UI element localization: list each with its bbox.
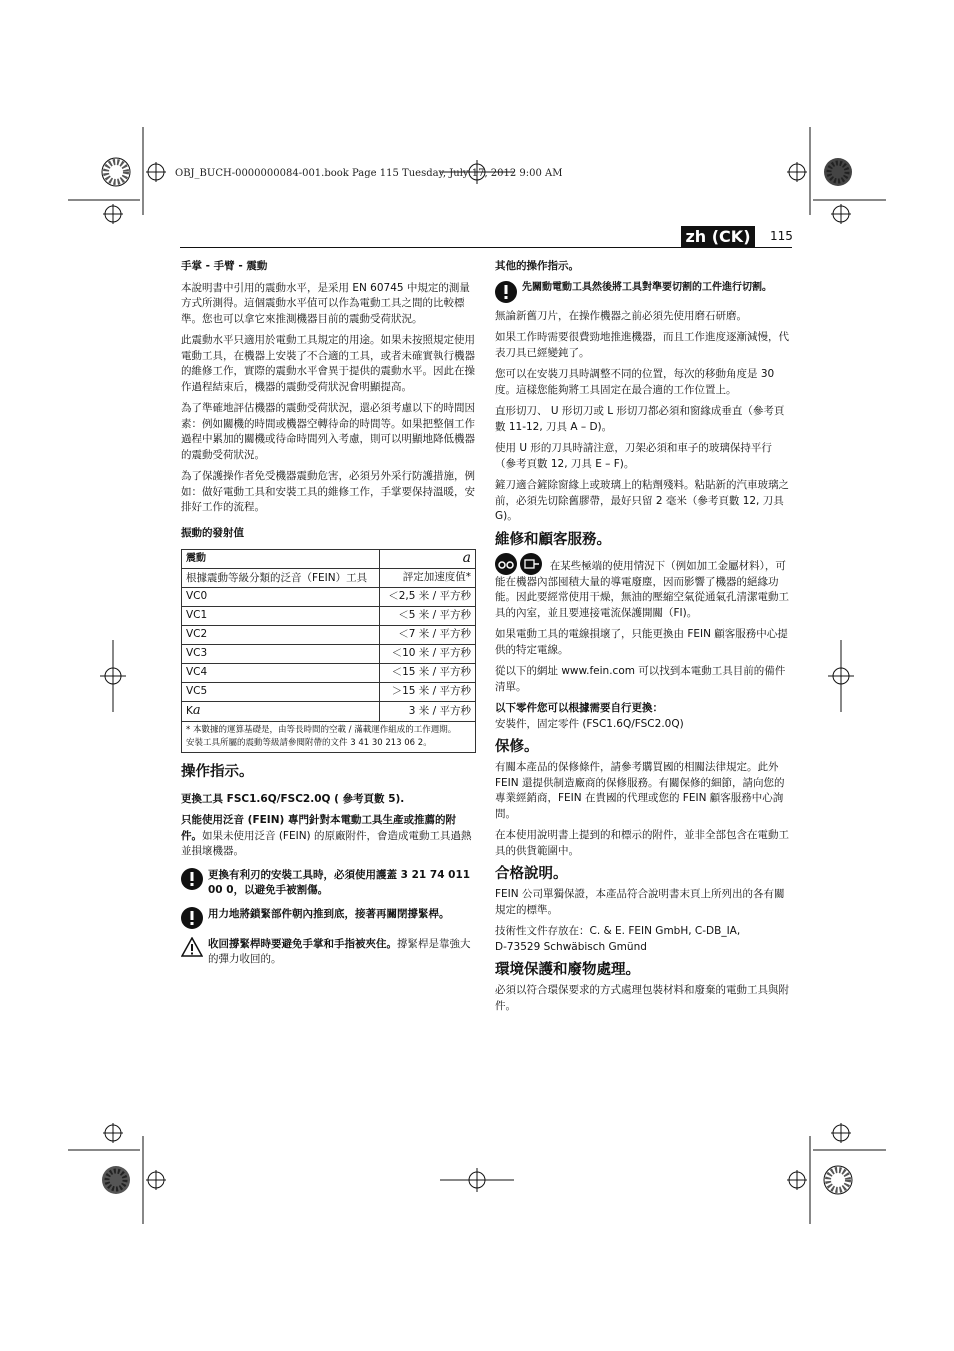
uncertainty-value: 3 米 / 平方秒 [380,702,476,722]
language-badge: zh (CK) [681,226,755,248]
exclamation-icon [181,907,203,929]
warning-text: 先關動電動工具然後將工具對準要切割的工件進行切割。 [522,281,772,293]
paragraph: 如果電動工具的電線損壞了，只能更換由 FEIN 顧客服務中心提供的特定電線。 [495,628,788,656]
paragraph: 直形切刀、 U 形切刀或 L 形切刀都必須和窗緣成垂直（參考頁數 11-12, 刀具 A – D)。 [495,405,785,433]
goggles-icon [495,553,517,575]
table-header-row [182,550,476,569]
compressed-air-icon [520,553,542,575]
paragraph: 必須以符合環保要求的方式處理包裝材料和廢棄的電動工具與附件。 [495,984,789,1012]
warning-triangle-icon [181,937,203,957]
address-line-2: D-73529 Schwäbisch Gmünd [495,940,647,953]
table-subheader-left: 根據震動等級分類的泛音（FEIN）工具 [182,569,380,588]
table-note-1: * 本數據的運算基礎是，由等長時間的空載 / 滿載運作組成的工作週期。 [186,724,457,735]
table-notes [182,721,476,752]
table-cell-value: ＜2,5 米 / 平方秒 [380,588,476,607]
uncertainty-label [182,702,380,722]
warning-pinch [181,937,476,968]
accessory-bold: 只能使用泛音 (FEIN) 專門針對本電動工具生產或推薦的附件。 [181,814,456,842]
replaceable-parts: 安裝件，固定零件 (FSC1.6Q/FSC2.0Q) [495,717,684,730]
paragraph: 在本使用說明書上提到的和標示的附件，並非全部包含在電動工具的供貨範圍中。 [495,829,789,857]
k-letter: K [186,705,193,717]
table-cell-class: VC3 [182,645,380,664]
conformity-heading: 合格說明。 [495,866,568,882]
warning-rest: 撐緊桿是靠強大的彈力收回的。 [208,937,471,965]
vibration-section-title: 手掌 - 手臂 - 震動 [181,260,268,272]
paragraph: 此震動水平只適用於電動工具規定的用途。如果未按照規定使用電動工具，在機器上安裝了不合適的工具，或者未確實執行機器的維修工作，實際的震動水平會異于提供的震動水平。因此在操作過程結束后，機器的震動受荷狀況會明顯提高。 [181,334,475,393]
paragraph: 使用 U 形的刀具時請注意，刀架必須和車子的玻璃保持平行（參考頁數 12, 刀具 E – F)。 [495,442,772,470]
table-row-uncertainty [182,702,476,722]
table-subheader-row [182,569,476,588]
acceleration-symbol: a [380,550,476,569]
service-text: 在某些極端的使用情況下（例如加工金屬材料），可能在機器內部囤積大量的導電廢塵，因而影響了機器的絕緣功能。因此要經常使用干燥，無油的壓縮空氣從通氣孔清潔電動工具的內室，並且要連接電流保護開關（FI)。 [495,559,789,619]
table-cell-class: VC1 [182,607,380,626]
warning-bold: 收回撐緊桿時要避免手掌和手指被夾住。 [208,937,397,950]
table-row [182,683,476,702]
paragraph: 您可以在安裝刀具時調整不同的位置，每次的移動角度是 30 度。這樣您能夠將工具固定在最合適的工作位置上。 [495,368,775,396]
paragraph: 為了保護操作者免受機器震動危害，必須另外采行防護措施，例如：做好電動工具和安裝工具的維修工作，手掌要保持溫暖，安排好工作的流程。 [181,470,475,513]
table-row [182,588,476,607]
paragraph: 無論新舊刀片，在操作機器之前必須先使用磨石研磨。 [495,309,747,322]
operating-instructions-heading: 操作指示。 [181,763,254,780]
paragraph [495,924,792,955]
table-subheader-right: 評定加速度值* [380,569,476,588]
table-cell-value: ＜7 米 / 平方秒 [380,626,476,645]
paragraph: FEIN 公司單獨保證，本產品符合說明書末頁上所列出的各有關規定的標準。 [495,888,785,916]
table-cell-value: ＜10 米 / 平方秒 [380,645,476,664]
paragraph: 如果工作時需要很費勁地推進機器，而且工作進度逐漸減慢，代表刀具已經變鈍了。 [495,331,789,359]
table-cell-class: VC2 [182,626,380,645]
table-note-row [182,721,476,752]
paragraph: 鏟刀適合鏟除窗緣上或玻璃上的粘劑殘料。粘貼新的汽車玻璃之前，必須先切除舊膠帶，最好只留 2 毫米（參考頁數 12, 刀具 G)。 [495,479,789,522]
table-cell-class: VC0 [182,588,380,607]
page-number: 115 [770,229,793,243]
paragraph: 為了準確地評估機器的震動受荷狀況，還必須考慮以下的時間因素：例如關機的時間或機器空轉待命的時間等。如果把整個工作過程中累加的關機或待命時間列入考慮，則可以明顯地降低機器的震動受荷狀況。 [181,402,475,461]
address-line-1: 技術性文件存放在：C. & E. FEIN GmbH, C-DB_IA, [495,925,741,937]
table-note-2: 安裝工具所屬的震動等級請參閱附帶的文件 3 41 30 213 06 2。 [186,737,432,748]
table-cell-value: ＜5 米 / 平方秒 [380,607,476,626]
emission-table-title: 振動的發射值 [181,526,244,539]
environment-heading: 環境保護和廢物處理。 [495,962,640,978]
vibration-table [181,549,476,753]
table-row [182,664,476,683]
warning-switch-on [495,281,792,303]
file-info-line: OBJ_BUCH-0000000084-001.book Page 115 Tuesday, July 17, 2012 9:00 AM [175,168,563,179]
table-cell-class: VC5 [182,683,380,702]
warranty-heading: 保修。 [495,739,539,755]
table-cell-value: ＞15 米 / 平方秒 [380,683,476,702]
accessory-rest: 如果未使用泛音 (FEIN) 的原廠附件，會造成電動工具過熱並損壞機器。 [181,829,472,857]
k-subscript: a [192,703,201,718]
other-instructions-title: 其他的操作指示。 [495,260,579,272]
exclamation-icon [181,868,203,890]
paragraph: 本說明書中引用的震動水平，是采用 EN 60745 中規定的測量方式所測得。這個震動水平值可以作為電動工具之間的比較標準。您也可以拿它來推測機器目前的震動受荷狀況。 [181,281,470,325]
table-row [182,607,476,626]
table-row [182,645,476,664]
table-cell-class: VC4 [182,664,380,683]
warning-lock [181,907,476,929]
table-header-label: 震動 [182,550,380,569]
service-paragraph-1 [495,553,792,622]
left-column [181,259,476,974]
warning-text: 更換有利刃的安裝工具時，必須使用護蓋 3 21 74 011 00 0，以避免手被割傷。 [208,868,471,896]
paragraph: 從以下的網址 www.fein.com 可以找到本電動工具目前的備件清單。 [495,665,786,693]
paragraph: 有關本產品的保修條件，請參考購買國的相關法律規定。此外 FEIN 還提供制造廠商的保修服務。有關保修的細節，請向您的專業經銷商，FEIN 在貴國的代理或您的 FEIN 顧客服務中心詢問。 [495,761,785,820]
service-heading: 維修和顧客服務。 [495,531,611,548]
accessory-paragraph [181,813,476,860]
right-column [495,259,792,1020]
warning-text: 用力地將鎖緊部件朝內推到底，接著再關閉撐緊桿。 [208,907,450,920]
table-row [182,626,476,645]
tool-change-subheading: 更換工具 FSC1.6Q/FSC2.0Q ( 參考頁數 5). [181,792,405,805]
exclamation-icon [495,281,517,303]
header-rule [180,247,792,248]
table-cell-value: ＜15 米 / 平方秒 [380,664,476,683]
replaceable-parts-title: 以下零件您可以根據需要自行更換： [495,702,663,714]
warning-guard [181,868,476,899]
